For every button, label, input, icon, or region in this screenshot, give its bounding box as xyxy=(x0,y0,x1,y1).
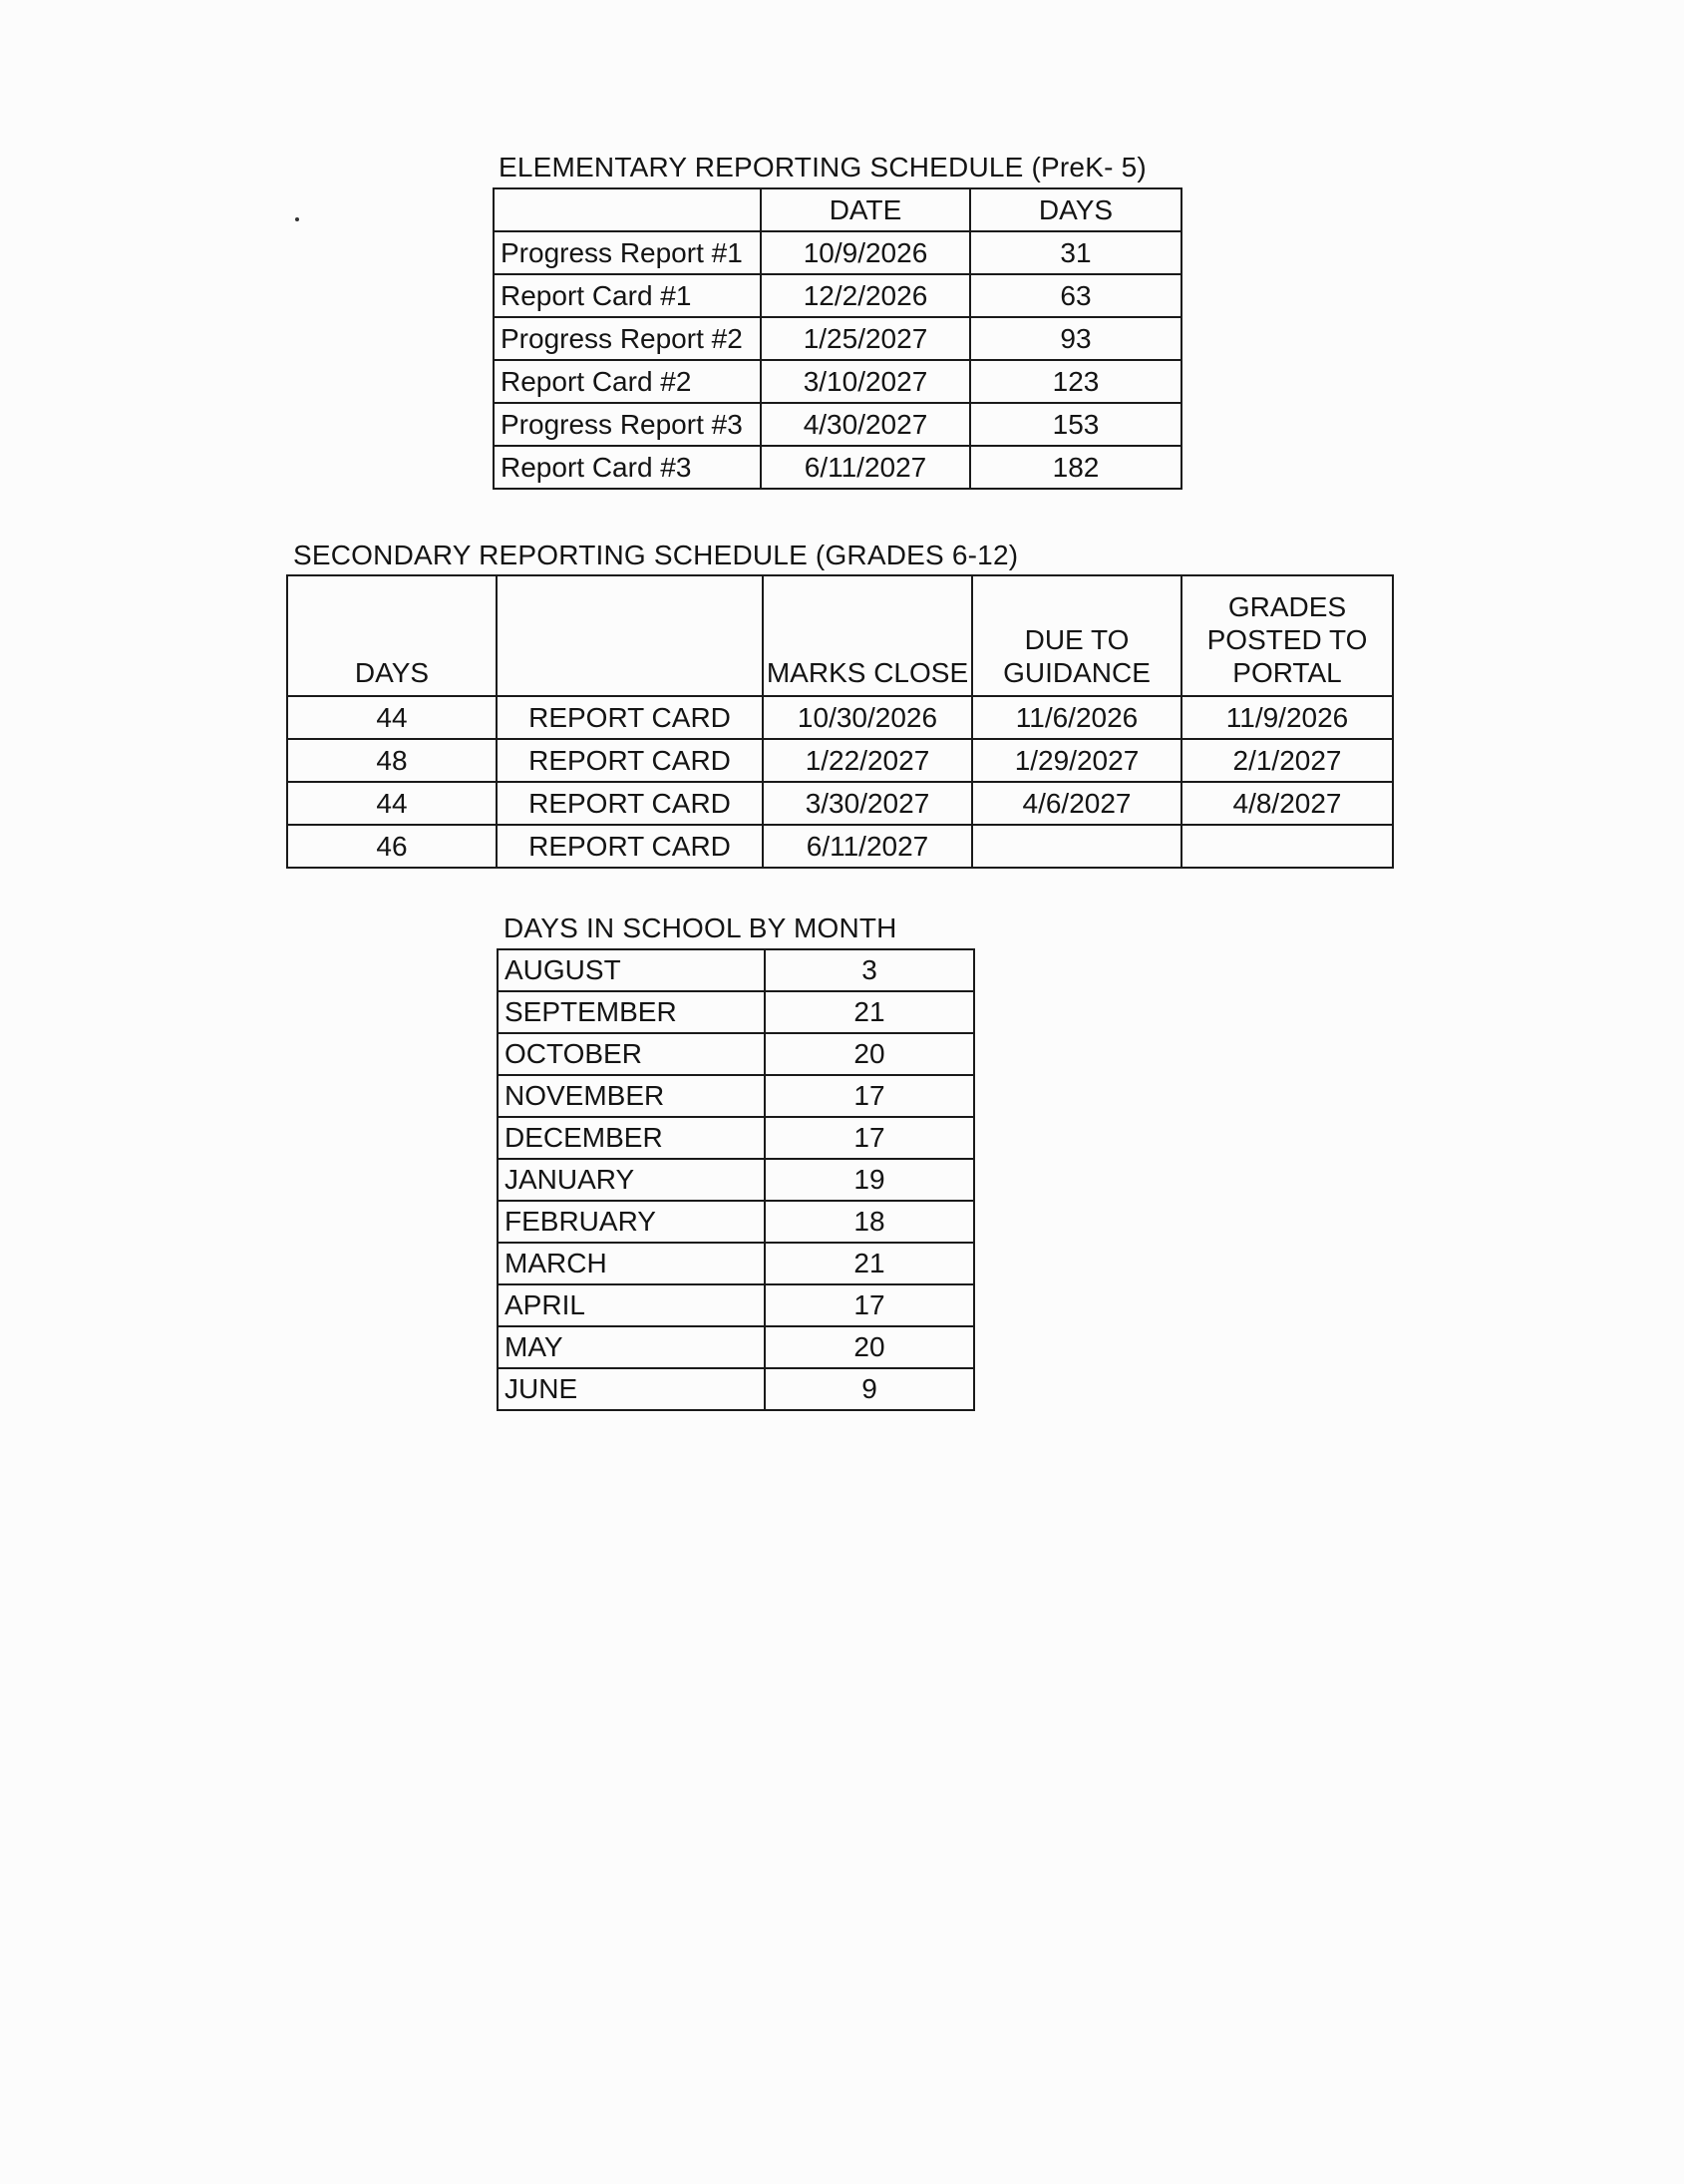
report-label: Progress Report #3 xyxy=(494,403,761,446)
table-row xyxy=(494,274,1181,317)
table-row xyxy=(498,991,974,1033)
month-cell: APRIL xyxy=(498,1284,765,1326)
header-cell-marks-close: MARKS CLOSE xyxy=(763,575,972,696)
report-days: 182 xyxy=(970,446,1181,489)
stray-dot xyxy=(295,217,299,221)
table-row xyxy=(494,317,1181,360)
due-cell: 4/6/2027 xyxy=(972,782,1181,825)
table-row xyxy=(494,360,1181,403)
month-days-cell: 21 xyxy=(765,991,974,1033)
report-days: 63 xyxy=(970,274,1181,317)
table-row xyxy=(498,949,974,991)
report-date: 4/30/2027 xyxy=(761,403,970,446)
secondary-schedule-table xyxy=(286,574,1394,869)
marks-close-cell: 6/11/2027 xyxy=(763,825,972,868)
report-date: 6/11/2027 xyxy=(761,446,970,489)
days-cell: 46 xyxy=(287,825,497,868)
table-row xyxy=(494,403,1181,446)
month-cell: MAY xyxy=(498,1326,765,1368)
report-label: Progress Report #2 xyxy=(494,317,761,360)
report-date: 10/9/2026 xyxy=(761,231,970,274)
due-cell: 11/6/2026 xyxy=(972,696,1181,739)
month-days-cell: 9 xyxy=(765,1368,974,1410)
month-cell: NOVEMBER xyxy=(498,1075,765,1117)
table-header-row xyxy=(287,575,1393,696)
month-cell: FEBRUARY xyxy=(498,1201,765,1243)
table-row xyxy=(287,825,1393,868)
secondary-schedule-caption: SECONDARY REPORTING SCHEDULE (GRADES 6-12) xyxy=(293,540,1019,570)
month-cell: OCTOBER xyxy=(498,1033,765,1075)
month-days-cell: 17 xyxy=(765,1075,974,1117)
marks-close-cell: 10/30/2026 xyxy=(763,696,972,739)
table-row xyxy=(498,1326,974,1368)
marks-close-cell: 3/30/2027 xyxy=(763,782,972,825)
table-row xyxy=(498,1159,974,1201)
header-cell-grades-posted: GRADES POSTED TO PORTAL xyxy=(1181,575,1393,696)
table-row xyxy=(287,739,1393,782)
month-cell: JUNE xyxy=(498,1368,765,1410)
days-cell: 48 xyxy=(287,739,497,782)
month-cell: SEPTEMBER xyxy=(498,991,765,1033)
elementary-schedule-caption: ELEMENTARY REPORTING SCHEDULE (PreK- 5) xyxy=(499,152,1147,182)
header-cell-due-to-guidance: DUE TO GUIDANCE xyxy=(972,575,1181,696)
table-row xyxy=(498,1075,974,1117)
table-header-row xyxy=(494,188,1181,231)
report-date: 3/10/2027 xyxy=(761,360,970,403)
header-cell-date: DATE xyxy=(761,188,970,231)
elementary-schedule-table xyxy=(493,187,1182,490)
type-cell: REPORT CARD xyxy=(497,825,763,868)
due-cell xyxy=(972,825,1181,868)
header-cell-blank xyxy=(497,575,763,696)
days-by-month-table xyxy=(497,948,975,1411)
type-cell: REPORT CARD xyxy=(497,782,763,825)
posted-cell: 11/9/2026 xyxy=(1181,696,1393,739)
posted-cell xyxy=(1181,825,1393,868)
month-days-cell: 20 xyxy=(765,1033,974,1075)
table-row xyxy=(494,446,1181,489)
report-days: 31 xyxy=(970,231,1181,274)
report-label: Report Card #2 xyxy=(494,360,761,403)
month-cell: AUGUST xyxy=(498,949,765,991)
month-days-cell: 21 xyxy=(765,1243,974,1284)
table-row xyxy=(498,1368,974,1410)
table-row xyxy=(498,1284,974,1326)
header-cell-days: DAYS xyxy=(287,575,497,696)
type-cell: REPORT CARD xyxy=(497,696,763,739)
header-cell-days: DAYS xyxy=(970,188,1181,231)
month-days-cell: 20 xyxy=(765,1326,974,1368)
months-caption: DAYS IN SCHOOL BY MONTH xyxy=(504,912,897,943)
table-row xyxy=(498,1201,974,1243)
month-cell: MARCH xyxy=(498,1243,765,1284)
type-cell: REPORT CARD xyxy=(497,739,763,782)
table-row xyxy=(498,1117,974,1159)
due-cell: 1/29/2027 xyxy=(972,739,1181,782)
report-days: 123 xyxy=(970,360,1181,403)
report-date: 1/25/2027 xyxy=(761,317,970,360)
table-row xyxy=(287,782,1393,825)
month-days-cell: 19 xyxy=(765,1159,974,1201)
table-row xyxy=(287,696,1393,739)
month-days-cell: 17 xyxy=(765,1117,974,1159)
report-label: Report Card #1 xyxy=(494,274,761,317)
month-days-cell: 18 xyxy=(765,1201,974,1243)
report-days: 93 xyxy=(970,317,1181,360)
posted-cell: 2/1/2027 xyxy=(1181,739,1393,782)
days-cell: 44 xyxy=(287,696,497,739)
report-label: Report Card #3 xyxy=(494,446,761,489)
report-date: 12/2/2026 xyxy=(761,274,970,317)
month-cell: JANUARY xyxy=(498,1159,765,1201)
posted-cell: 4/8/2027 xyxy=(1181,782,1393,825)
table-row xyxy=(494,231,1181,274)
report-days: 153 xyxy=(970,403,1181,446)
marks-close-cell: 1/22/2027 xyxy=(763,739,972,782)
month-days-cell: 17 xyxy=(765,1284,974,1326)
days-cell: 44 xyxy=(287,782,497,825)
month-days-cell: 3 xyxy=(765,949,974,991)
report-label: Progress Report #1 xyxy=(494,231,761,274)
header-cell-blank xyxy=(494,188,761,231)
table-row xyxy=(498,1243,974,1284)
month-cell: DECEMBER xyxy=(498,1117,765,1159)
table-row xyxy=(498,1033,974,1075)
